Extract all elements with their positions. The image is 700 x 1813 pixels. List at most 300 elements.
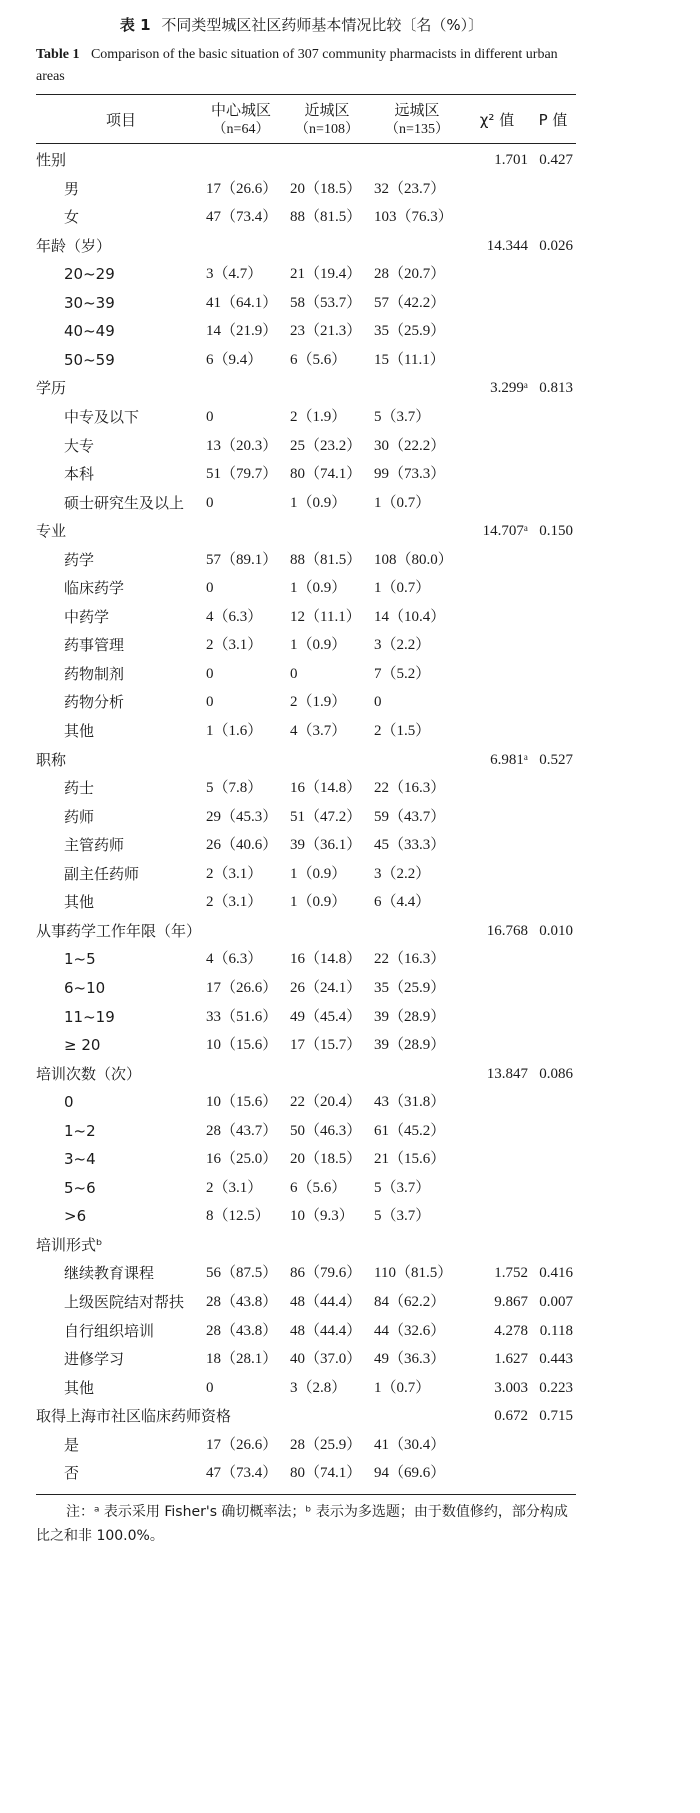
row-central-cell: 0 (206, 694, 214, 711)
row-chi-cell (466, 631, 528, 659)
row-central-cell: 0 (206, 580, 214, 597)
row-item-cell: 11~19 (64, 1007, 115, 1026)
row-chi-cell: 16.768 (486, 922, 528, 939)
row-item-cell: 主管药师 (64, 836, 125, 855)
row-p-cell (533, 1231, 573, 1259)
row-item-cell: 药物分析 (64, 693, 125, 712)
row-p-cell (533, 432, 573, 460)
row-far-cell: 41（30.4） (374, 1436, 446, 1453)
row-near-cell: 4（3.7） (290, 723, 347, 739)
row-item-cell: 5~6 (64, 1178, 96, 1197)
top-rule (36, 94, 576, 95)
row-chi-cell (466, 1431, 528, 1459)
table-row-subitem (36, 717, 576, 745)
row-chi-cell (466, 831, 528, 859)
row-p-cell (533, 1431, 573, 1459)
row-item-cell: 年龄（岁） (36, 236, 112, 255)
table-row-category (36, 1402, 576, 1430)
row-p-cell (533, 1202, 573, 1230)
row-far-cell: 22（16.3） (374, 780, 446, 797)
table-row-category (36, 232, 576, 260)
row-p-cell (533, 1031, 573, 1059)
row-near-cell: 16（14.8） (290, 780, 362, 797)
row-far-cell: 2（1.5） (374, 723, 431, 739)
table-row-subitem (36, 489, 576, 517)
row-central-cell: 33（51.6） (206, 1008, 278, 1025)
row-central-cell: 4（6.3） (206, 951, 263, 968)
row-far-cell: 7（5.2） (374, 665, 431, 682)
row-central-cell: 3（4.7） (206, 266, 263, 283)
row-chi-cell (466, 203, 528, 231)
header-rule (36, 143, 576, 144)
table-row-subitem (36, 317, 576, 345)
row-far-cell: 15（11.1） (374, 351, 445, 368)
row-p-cell (533, 203, 573, 231)
row-item-cell: 大专 (64, 436, 95, 455)
table-row-subitem (36, 346, 576, 374)
row-central-cell: 2（3.1） (206, 894, 263, 911)
row-item-cell: 3~4 (64, 1150, 96, 1169)
row-far-cell (374, 146, 464, 174)
row-chi-cell (466, 888, 528, 916)
table-row-category (36, 746, 576, 774)
row-item-cell: 0 (64, 1093, 74, 1112)
row-far-cell: 39（28.9） (374, 1008, 446, 1025)
row-p-cell (533, 774, 573, 802)
row-near-cell: 12（11.1） (290, 608, 361, 625)
table-row-subitem (36, 831, 576, 859)
row-item-cell: >6 (64, 1207, 87, 1226)
row-near-cell: 39（36.1） (290, 837, 362, 854)
row-far-cell: 3（2.2） (374, 637, 431, 654)
row-near-cell: 86（79.6） (290, 1265, 362, 1282)
header-item (36, 110, 206, 130)
row-item-cell: 是 (64, 1435, 80, 1454)
row-far-cell: 3（2.2） (374, 865, 431, 882)
row-chi-cell (466, 974, 528, 1002)
table-row-subitem (36, 1088, 576, 1116)
table-row-subitem (36, 1259, 576, 1287)
row-far-cell (374, 917, 464, 945)
row-central-cell: 0 (206, 494, 214, 511)
table-row-subitem (36, 631, 576, 659)
row-near-cell: 80（74.1） (290, 1465, 362, 1482)
table-title-en-text: Comparison of the basic situation of 307 community pharmacists in different urban areas (36, 47, 558, 84)
row-far-cell: 44（32.6） (374, 1322, 446, 1339)
row-far-cell (374, 517, 464, 545)
row-chi-cell: 3.299ᵃ (490, 380, 528, 397)
table-row-subitem (36, 888, 576, 916)
row-item-cell: 否 (64, 1464, 80, 1483)
row-central-cell (206, 1060, 286, 1088)
row-near-cell: 1（0.9） (290, 494, 347, 511)
row-item-cell: 上级医院结对帮扶 (64, 1293, 185, 1311)
row-item-cell: 自行组织培训 (64, 1321, 155, 1340)
row-central-cell: 16（25.0） (206, 1151, 278, 1168)
row-near-cell: 20（18.5） (290, 1151, 362, 1168)
row-near-cell (290, 517, 370, 545)
row-near-cell: 51（47.2） (290, 808, 362, 825)
row-p-cell: 0.527 (539, 751, 573, 768)
row-item-cell: 药学 (64, 550, 95, 569)
row-p-cell (533, 631, 573, 659)
row-central-cell: 1（1.6） (206, 723, 263, 739)
row-p-cell (533, 574, 573, 602)
row-far-cell: 59（43.7） (374, 808, 446, 825)
row-p-cell (533, 346, 573, 374)
row-near-cell: 10（9.3） (290, 1208, 354, 1225)
table-title-cn-text: 不同类型城区社区药师基本情况比较〔名（%）〕 (161, 16, 484, 34)
row-far-cell: 110（81.5） (374, 1265, 453, 1282)
row-central-cell: 56（87.5） (206, 1265, 278, 1282)
row-chi-cell (466, 860, 528, 888)
row-p-cell: 0.427 (539, 152, 573, 168)
row-p-cell: 0.118 (539, 1322, 573, 1339)
row-chi-cell (466, 317, 528, 345)
row-far-cell: 22（16.3） (374, 951, 446, 968)
row-chi-cell: 14.344 (486, 237, 528, 254)
header-group-central (200, 100, 282, 140)
row-near-cell: 28（25.9） (290, 1436, 362, 1453)
row-central-cell: 14（21.9） (206, 323, 278, 340)
row-near-cell: 23（21.3） (290, 323, 362, 340)
row-near-cell: 0 (290, 665, 298, 682)
row-item-cell: 1~5 (64, 950, 96, 969)
row-item-cell: 继续教育课程 (64, 1264, 155, 1283)
row-near-cell: 80（74.1） (290, 466, 362, 483)
row-far-cell: 108（80.0） (374, 551, 453, 568)
row-chi-cell: 6.981ᵃ (490, 751, 528, 768)
row-p-cell (533, 546, 573, 574)
row-p-cell (533, 1174, 573, 1202)
row-p-cell (533, 688, 573, 716)
row-far-cell (374, 1402, 464, 1430)
row-near-cell: 1（0.9） (290, 865, 347, 882)
row-item-cell: 本科 (64, 465, 95, 484)
row-near-cell (290, 917, 370, 945)
row-chi-cell (466, 717, 528, 745)
table-row-subitem (36, 403, 576, 431)
row-near-cell: 6（5.6） (290, 351, 347, 368)
row-central-cell: 0 (206, 665, 214, 682)
row-chi-cell: 13.847 (486, 1065, 528, 1082)
row-item-cell: 职称 (36, 750, 67, 769)
row-near-cell: 2（1.9） (290, 694, 347, 711)
row-far-cell (374, 232, 464, 260)
row-p-cell: 0.010 (539, 922, 573, 939)
row-item-cell: 药师 (64, 807, 95, 826)
row-p-cell (533, 1145, 573, 1173)
row-chi-cell (466, 460, 528, 488)
row-far-cell: 1（0.7） (374, 494, 431, 511)
row-p-cell: 0.086 (539, 1065, 573, 1082)
row-far-cell (374, 1060, 464, 1088)
row-item-cell: 20~29 (64, 265, 115, 284)
row-far-cell: 21（15.6） (374, 1151, 446, 1168)
row-near-cell: 49（45.4） (290, 1008, 362, 1025)
row-p-cell (533, 860, 573, 888)
row-near-cell: 26（24.1） (290, 979, 362, 996)
table-row-subitem (36, 432, 576, 460)
row-item-cell: 其他 (64, 1378, 95, 1397)
table-row-subitem (36, 574, 576, 602)
row-p-cell (533, 717, 573, 745)
row-near-cell: 25（23.2） (290, 437, 362, 454)
row-central-cell (206, 517, 286, 545)
row-near-cell (290, 1402, 370, 1430)
table-row-subitem (36, 260, 576, 288)
row-p-cell (533, 603, 573, 631)
row-far-cell: 43（31.8） (374, 1094, 446, 1111)
row-item-cell: 药士 (64, 779, 95, 798)
table-row-subitem (36, 1202, 576, 1230)
row-near-cell: 1（0.9） (290, 637, 347, 654)
header-g1-name: 中心城区 (210, 101, 271, 119)
table-row-subitem (36, 1031, 576, 1059)
row-far-cell: 28（20.7） (374, 266, 446, 283)
row-far-cell: 1（0.7） (374, 1379, 431, 1396)
row-near-cell: 17（15.7） (290, 1037, 362, 1054)
row-central-cell (206, 232, 286, 260)
row-far-cell: 103（76.3） (374, 209, 453, 226)
row-item-cell: 中药学 (64, 607, 110, 626)
row-item-cell: 培训次数（次） (36, 1064, 142, 1083)
row-far-cell: 45（33.3） (374, 837, 446, 854)
header-chi-label: χ² 值 (479, 111, 515, 129)
table-row-subitem (36, 688, 576, 716)
row-near-cell: 40（37.0） (290, 1351, 362, 1368)
table-row-subitem (36, 1374, 576, 1402)
row-chi-cell (466, 688, 528, 716)
table-row-subitem (36, 803, 576, 831)
row-item-cell: 专业 (36, 522, 67, 541)
row-chi-cell (466, 289, 528, 317)
table-row-subitem (36, 860, 576, 888)
row-p-cell (533, 803, 573, 831)
row-far-cell: 39（28.9） (374, 1037, 446, 1054)
row-far-cell: 35（25.9） (374, 323, 446, 340)
row-central-cell: 41（64.1） (206, 294, 278, 311)
row-p-cell: 0.416 (539, 1265, 573, 1282)
row-near-cell: 3（2.8） (290, 1379, 347, 1396)
row-near-cell: 1（0.9） (290, 580, 347, 597)
row-central-cell: 10（15.6） (206, 1037, 278, 1054)
table-row-subitem (36, 1431, 576, 1459)
table-row-subitem (36, 1003, 576, 1031)
row-far-cell: 30（22.2） (374, 437, 446, 454)
row-item-cell: 中专及以下 (64, 407, 140, 426)
row-far-cell: 35（25.9） (374, 979, 446, 996)
row-chi-cell: 1.752 (494, 1265, 528, 1282)
row-central-cell: 17（26.6） (206, 180, 278, 197)
row-p-cell (533, 260, 573, 288)
row-p-cell (533, 175, 573, 203)
row-chi-cell: 14.707ᵃ (482, 523, 528, 540)
row-central-cell: 2（3.1） (206, 865, 263, 882)
row-chi-cell: 1.627 (494, 1351, 528, 1368)
table-row-category (36, 1060, 576, 1088)
header-item-label: 项目 (105, 111, 136, 129)
table-row-subitem (36, 546, 576, 574)
row-item-cell: 6~10 (64, 978, 106, 997)
row-chi-cell (466, 1459, 528, 1487)
row-p-cell: 0.007 (539, 1294, 573, 1310)
table-row-subitem (36, 203, 576, 231)
row-chi-cell (466, 1117, 528, 1145)
row-chi-cell (466, 1088, 528, 1116)
row-chi-cell (466, 945, 528, 973)
row-near-cell: 16（14.8） (290, 951, 362, 968)
row-chi-cell: 9.867 (494, 1294, 528, 1310)
row-near-cell: 58（53.7） (290, 294, 362, 311)
row-chi-cell (466, 574, 528, 602)
row-chi-cell (466, 403, 528, 431)
header-g2-n: （n=108） (295, 122, 359, 137)
row-item-cell: 女 (64, 208, 80, 227)
row-far-cell: 32（23.7） (374, 180, 446, 197)
row-chi-cell (466, 660, 528, 688)
row-chi-cell (466, 346, 528, 374)
row-item-cell: 50~59 (64, 350, 115, 369)
header-g1-n: （n=64） (212, 122, 270, 137)
table-row-subitem (36, 1145, 576, 1173)
row-far-cell: 94（69.6） (374, 1465, 446, 1482)
row-item-cell: 药事管理 (64, 636, 125, 655)
table-row-subitem (36, 974, 576, 1002)
row-near-cell (290, 1060, 370, 1088)
header-g3-n: （n=135） (385, 122, 449, 137)
row-near-cell (290, 746, 370, 774)
row-chi-cell: 4.278 (494, 1322, 528, 1339)
row-near-cell (290, 1231, 370, 1259)
table-row-category (36, 517, 576, 545)
row-p-cell (533, 1088, 573, 1116)
row-item-cell: 学历 (36, 379, 67, 398)
table-row-subitem (36, 1459, 576, 1487)
row-near-cell: 1（0.9） (290, 894, 347, 911)
row-item-cell: 其他 (64, 722, 95, 740)
row-near-cell (290, 146, 370, 174)
row-central-cell: 17（26.6） (206, 1436, 278, 1453)
row-item-cell: 副主任药师 (64, 864, 140, 883)
row-central-cell: 2（3.1） (206, 637, 263, 654)
row-p-cell (533, 317, 573, 345)
row-central-cell: 28（43.8） (206, 1294, 278, 1310)
row-far-cell: 49（36.3） (374, 1351, 446, 1368)
table-row-category (36, 374, 576, 402)
row-item-cell: 40~49 (64, 322, 115, 341)
row-far-cell: 0 (374, 694, 382, 711)
row-p-cell: 0.026 (539, 237, 573, 254)
row-central-cell (206, 146, 286, 174)
table-row-subitem (36, 945, 576, 973)
row-central-cell (206, 1231, 286, 1259)
bottom-rule (36, 1494, 576, 1495)
table-footnote: 注：ᵃ 表示采用 Fisher's 确切概率法；ᵇ 表示为多选题；由于数值修约，部分构成比之和非 100.0%。 (36, 1504, 568, 1544)
row-central-cell: 26（40.6） (206, 837, 278, 854)
row-far-cell (374, 1231, 464, 1259)
row-p-cell (533, 489, 573, 517)
row-central-cell: 4（6.3） (206, 608, 263, 625)
row-far-cell: 6（4.4） (374, 894, 431, 911)
row-central-cell: 51（79.7） (206, 466, 278, 483)
row-item-cell: 进修学习 (64, 1350, 125, 1369)
header-chi (466, 110, 528, 130)
row-near-cell: 22（20.4） (290, 1094, 362, 1111)
row-central-cell: 8（12.5） (206, 1208, 270, 1225)
row-item-cell: ≥ 20 (64, 1036, 101, 1055)
row-item-cell: 药物制剂 (64, 664, 125, 683)
table-row-category (36, 917, 576, 945)
row-chi-cell (466, 260, 528, 288)
row-near-cell: 2（1.9） (290, 408, 347, 425)
header-group-near (286, 100, 368, 140)
row-item-cell: 性别 (36, 151, 67, 169)
row-p-cell (533, 460, 573, 488)
row-near-cell: 50（46.3） (290, 1122, 362, 1139)
row-near-cell: 20（18.5） (290, 180, 362, 197)
table-label-en: Table 1 (36, 47, 80, 62)
row-central-cell: 57（89.1） (206, 551, 278, 568)
row-far-cell: 5（3.7） (374, 1179, 431, 1196)
row-far-cell: 84（62.2） (374, 1294, 446, 1310)
row-central-cell: 13（20.3） (206, 437, 278, 454)
header-p-label: P 值 (538, 111, 568, 129)
row-central-cell: 47（73.4） (206, 1465, 278, 1482)
row-far-cell: 99（73.3） (374, 466, 446, 483)
row-central-cell (206, 1402, 286, 1430)
row-chi-cell (466, 1031, 528, 1059)
row-p-cell: 0.223 (539, 1379, 573, 1396)
table-row-subitem (36, 1174, 576, 1202)
row-near-cell: 88（81.5） (290, 209, 362, 226)
table-row-subitem (36, 460, 576, 488)
row-near-cell: 48（44.4） (290, 1294, 362, 1310)
row-chi-cell (466, 1003, 528, 1031)
row-p-cell (533, 1459, 573, 1487)
row-item-cell: 30~39 (64, 293, 115, 312)
row-central-cell (206, 374, 286, 402)
row-central-cell: 18（28.1） (206, 1351, 278, 1368)
row-item-cell: 取得上海市社区临床药师资格 (36, 1407, 232, 1426)
header-p (530, 110, 576, 130)
row-far-cell: 57（42.2） (374, 294, 446, 311)
row-near-cell: 88（81.5） (290, 551, 362, 568)
row-chi-cell (466, 1145, 528, 1173)
table-row-category (36, 1231, 576, 1259)
row-near-cell: 6（5.6） (290, 1179, 347, 1196)
row-far-cell (374, 374, 464, 402)
header-g3-name: 远城区 (394, 101, 440, 119)
row-p-cell: 0.150 (539, 523, 573, 540)
row-item-cell: 其他 (64, 893, 95, 912)
row-chi-cell (466, 603, 528, 631)
row-item-cell: 从事药学工作年限（年） (36, 921, 202, 940)
row-central-cell: 2（3.1） (206, 1179, 263, 1196)
row-far-cell: 1（0.7） (374, 580, 431, 597)
row-p-cell: 0.443 (539, 1351, 573, 1368)
row-p-cell (533, 289, 573, 317)
row-p-cell (533, 1003, 573, 1031)
table-row-subitem (36, 1117, 576, 1145)
table-row-subitem (36, 1345, 576, 1373)
row-p-cell (533, 974, 573, 1002)
row-p-cell: 0.715 (539, 1408, 573, 1425)
row-central-cell: 0 (206, 1379, 214, 1396)
row-central-cell: 47（73.4） (206, 209, 278, 226)
row-chi-cell (466, 175, 528, 203)
row-near-cell: 48（44.4） (290, 1322, 362, 1339)
